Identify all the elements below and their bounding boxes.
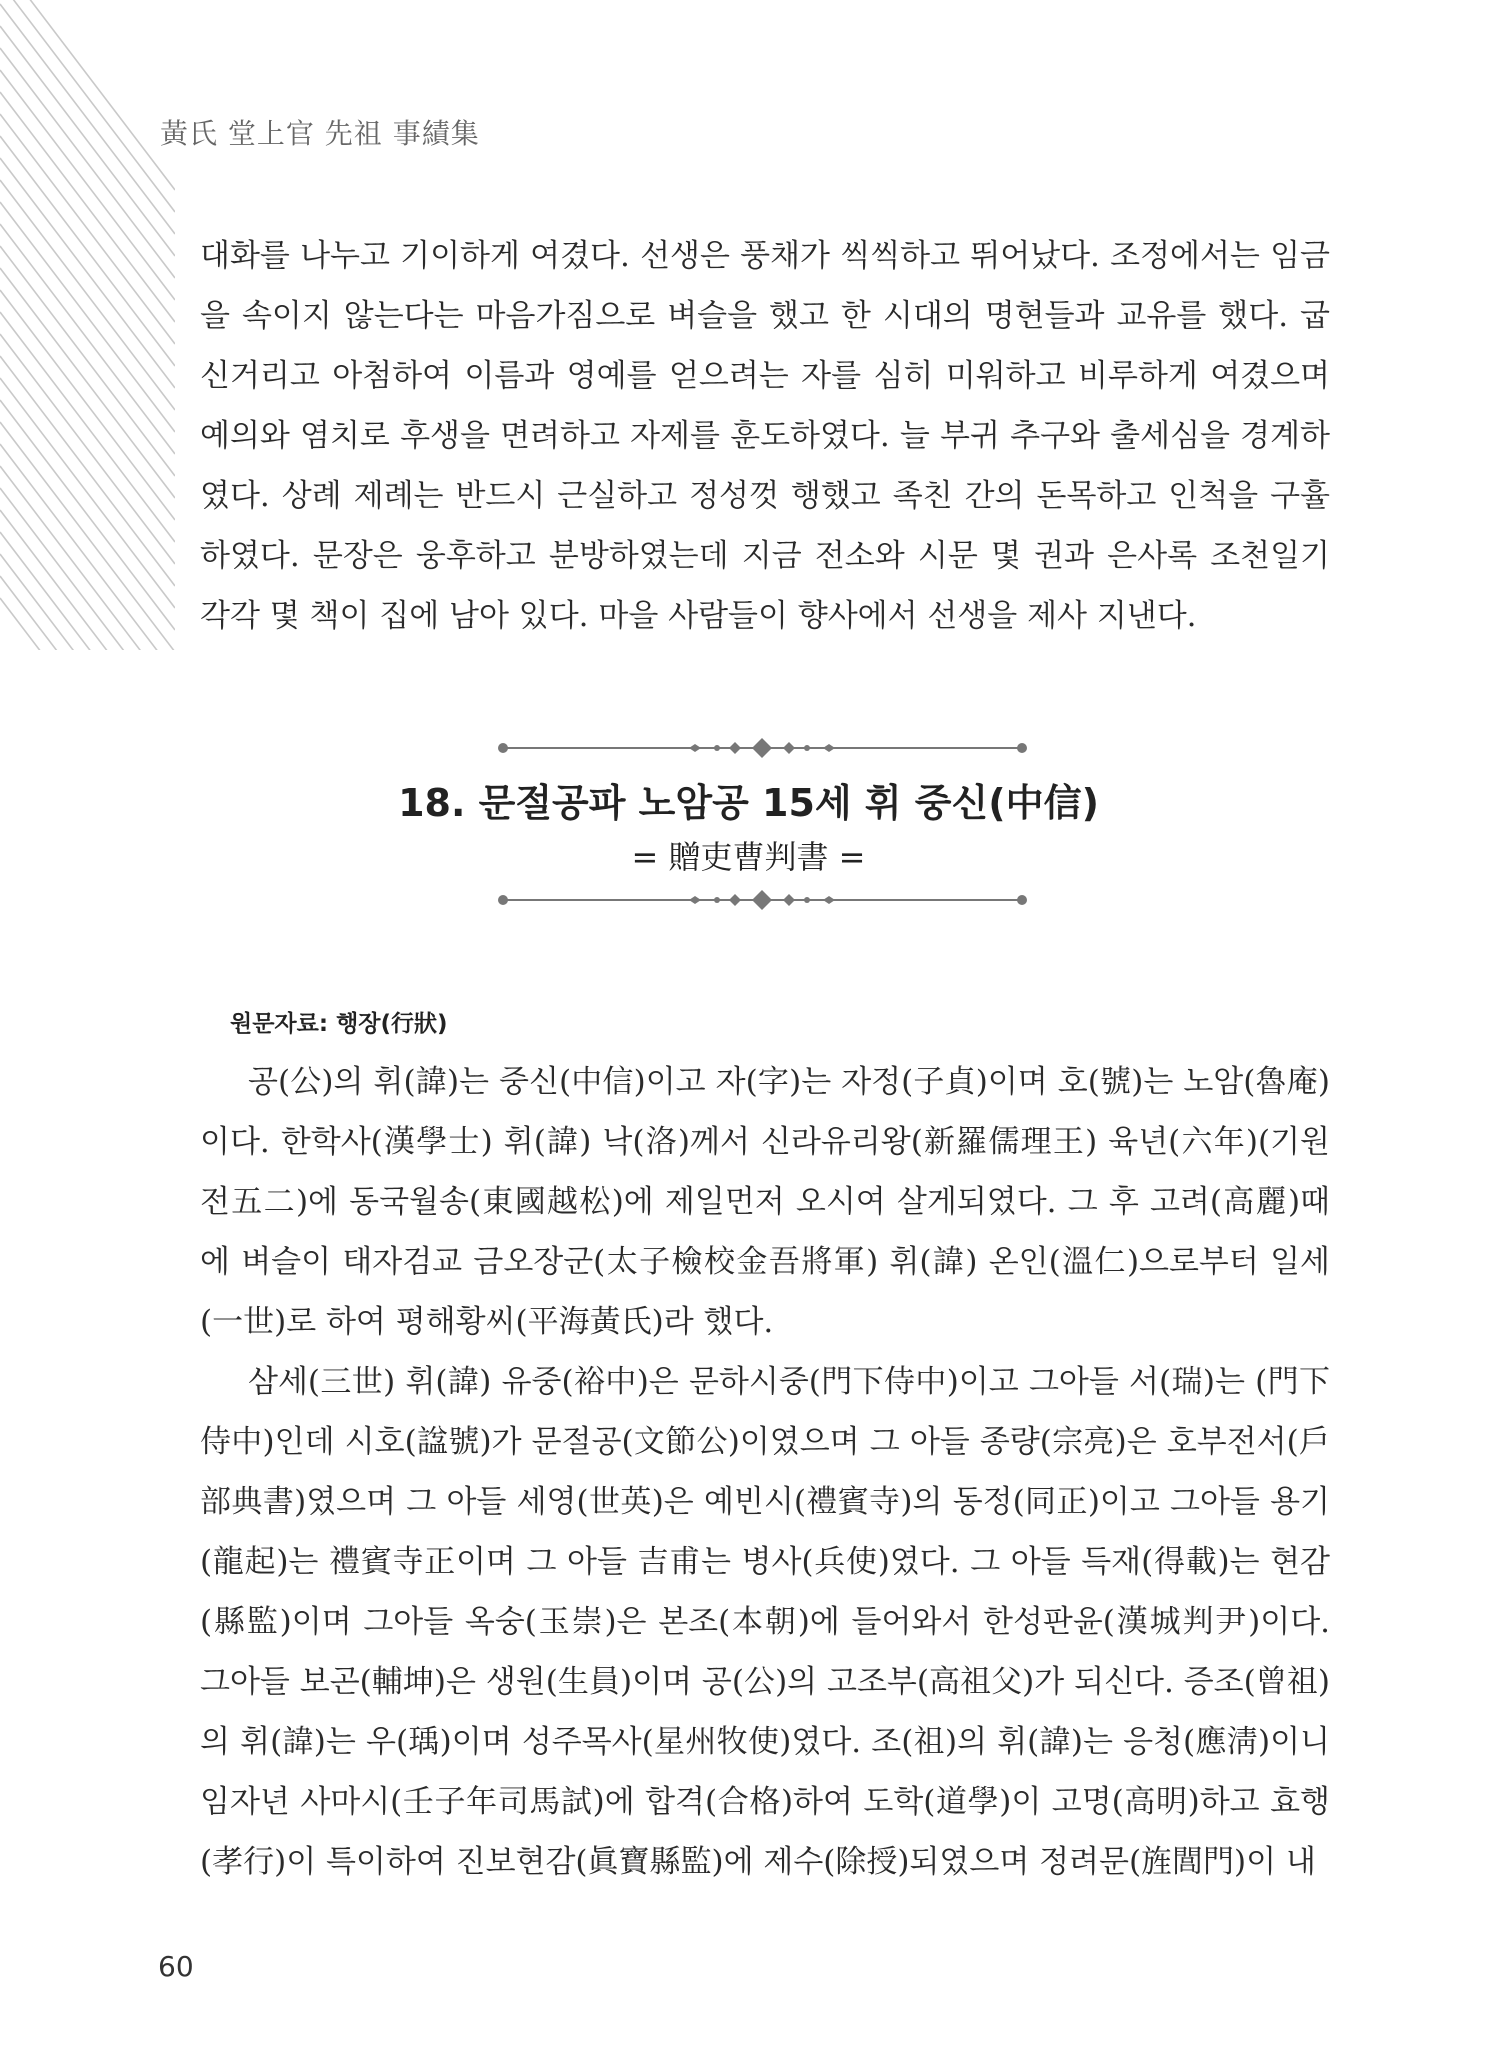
intro-paragraph xyxy=(200,226,1330,646)
main-text xyxy=(200,1052,1330,1892)
section-subtitle: = 贈吏曹判書 = xyxy=(631,838,866,876)
ornament-divider-bottom xyxy=(495,888,1030,912)
source-label: 원문자료: 행장(行狀) xyxy=(230,1011,448,1037)
section-title: 18. 문절공파 노암공 15세 휘 중신(中信) xyxy=(398,781,1099,825)
paragraph-2: 삼세(三世) 휘(諱) 유중(裕中)은 문하시중(門下侍中)이고 그아들 서(瑞)는 (門下侍中)인데 시호(諡號)가 문절공(文節公)이였으며 그 아들 종량(宗亮)은 호부전서(戶部典書)였으며 그 아들 세영(世英)은 예빈시(禮賓寺)의 동정(同正)이고 그아들 용기(龍起)는 禮賓寺正이며 그 아들 吉甫는 병사(兵使)였다. 그 아들 득재(得載)는 현감(縣監)이며 그아들 옥숭(玉崇)은 본조(本朝)에 들어와서 한성판윤(漢城判尹)이다. 그아들 보곤(輔坤)은 생원(生員)이며 공(公)의 고조부(高祖父)가 되신다. 증조(曾祖)의 휘(諱)는 우(瑀)이며 성주목사(星州牧使)였다. 조(祖)의 휘(諱)는 응청(應淸)이니 임자년 사마시(壬子年司馬試)에 합격(合格)하여 도학(道學)이 고명(高明)하고 효행(孝行)이 특이하여 진보현감(眞寶縣監)에 제수(除授)되였으며 정려문(旌閭門)이 내 xyxy=(200,1364,1330,1880)
corner-stripe-decoration xyxy=(0,0,175,650)
page-number: 60 xyxy=(158,1950,194,1983)
ornament-divider-top xyxy=(495,736,1030,760)
paragraph-1: 공(公)의 휘(諱)는 중신(中信)이고 자(字)는 자정(子貞)이며 호(號)는 노암(魯庵)이다. 한학사(漢學士) 휘(諱) 낙(洛)께서 신라유리왕(新羅儒理王) 육년(六年)(기원전五二)에 동국월송(東國越松)에 제일먼저 오시여 살게되였다. 그 후 고려(高麗)때에 벼슬이 태자검교 금오장군(太子檢校金吾將軍) 휘(諱) 온인(溫仁)으로부터 일세(一世)로 하여 평해황씨(平海黃氏)라 했다. xyxy=(200,1064,1331,1340)
running-header: 黃氏 堂上官 先祖 事績集 xyxy=(160,117,480,150)
intro-text: 대화를 나누고 기이하게 여겼다. 선생은 풍채가 씩씩하고 뛰어났다. 조정에서는 임금을 속이지 않는다는 마음가짐으로 벼슬을 했고 한 시대의 명현들과 교유를 했다. 굽신거리고 아첨하여 이름과 영예를 얻으려는 자를 심히 미워하고 비루하게 여겼으며 예의와 염치로 후생을 면려하고 자제를 훈도하였다. 늘 부귀 추구와 출세심을 경계하였다. 상례 제례는 반드시 근실하고 정성껏 행했고 족친 간의 돈목하고 인척을 구휼하였다. 문장은 웅후하고 분방하였는데 지금 전소와 시문 몇 권과 은사록 조천일기 각각 몇 책이 집에 남아 있다. 마을 사람들이 향사에서 선생을 제사 지낸다. xyxy=(200,238,1330,634)
